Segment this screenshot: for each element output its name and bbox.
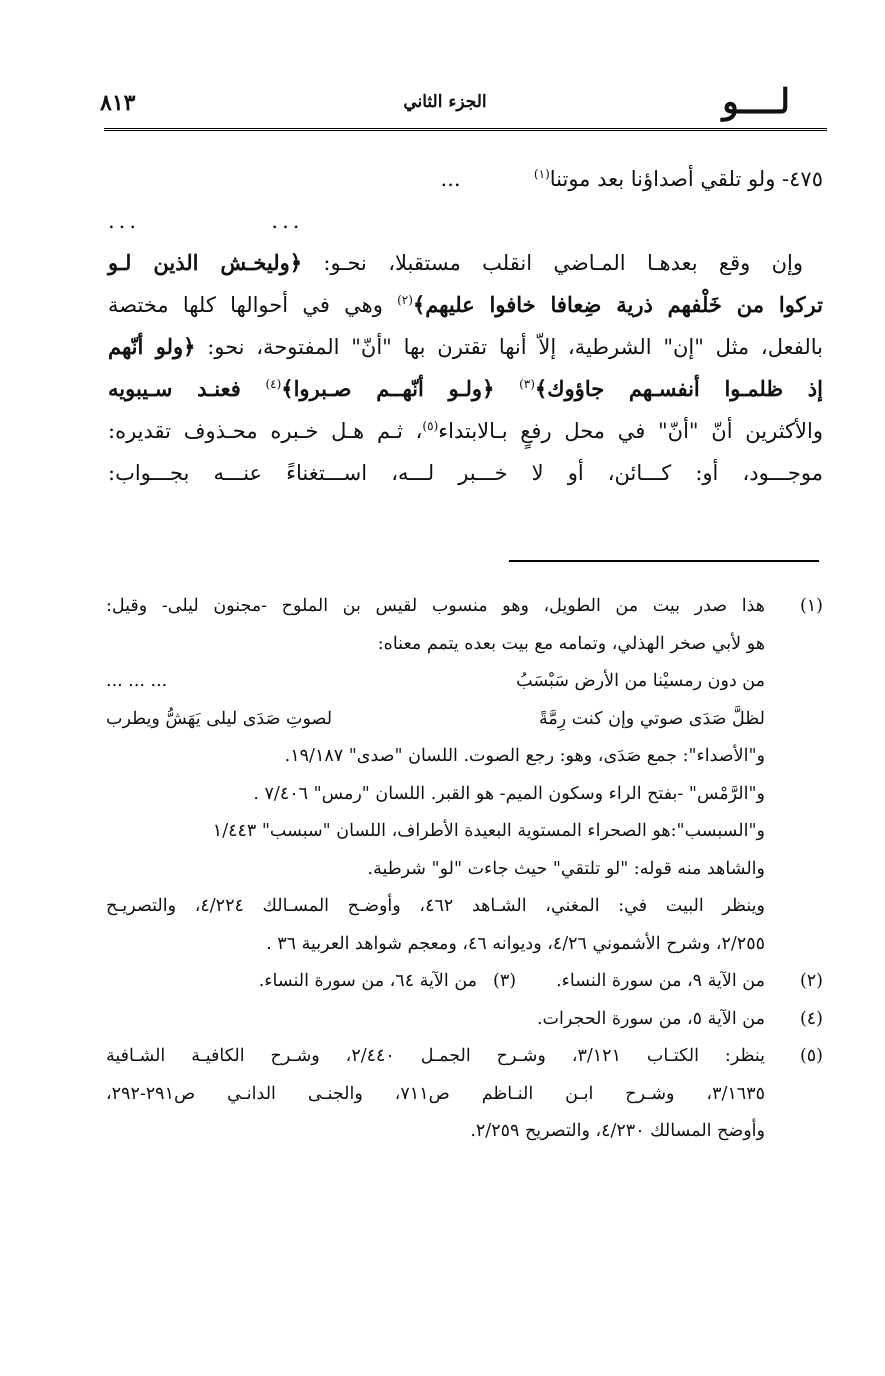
poem-hemistich: لصوتِ صَدَى ليلى يَهَشُّ ويطرب: [106, 708, 333, 729]
verse-dots: ...: [440, 167, 461, 191]
poem-hemistich: من دون رمسيْنا من الأرض سَبْسَبُ: [516, 671, 765, 691]
volume-label: الجزء الثاني: [403, 92, 487, 112]
footnote-ref: (٥): [422, 419, 439, 433]
footnote-line: ينظر: الكتـاب ٣/١٢١، وشـرح الجمـل ٢/٤٤٠، وشـرح الكافيـة الشـافية: [106, 1046, 765, 1066]
footnote-ref: (٤): [265, 377, 282, 391]
text-run: فعنـد سـيبويه: [108, 376, 266, 401]
verse-dots: ...: [271, 209, 304, 233]
footnote-ref: (٢): [397, 293, 413, 307]
text-run: وإن وقع بعدهـا المـاضي انقلب مستقبلا، نحـو:: [302, 251, 803, 275]
header-rule: [104, 128, 827, 134]
footnote-line: و"الأصداء": جمع صَدَى، وهو: رجع الصوت. اللسان "صدى" ١٩/١٨٧.: [284, 746, 765, 766]
text-run: بالفعل، مثل "إن" الشرطية، إلاّ أنها تقترن بها "أنّ" المفتوحة، نحو:: [195, 335, 823, 359]
quran-quote: تركوا من خَلْفهم ذرية ضِعافا خافوا عليهم﴾: [412, 292, 823, 317]
verse-dots-line: [108, 200, 823, 242]
footnote-separator: [509, 560, 819, 562]
paragraph-line: [108, 368, 823, 410]
footnote-line: و"السبسب":هو الصحراء المستوية البعيدة الأطراف، اللسان "سبسب" ١/٤٤٣: [212, 821, 765, 841]
footnote-ref: (١): [533, 167, 550, 181]
footnote-line: والشاهد منه قوله: "لو تلتقي" حيث جاءت "لو" شرطية.: [367, 858, 765, 879]
quran-quote: ﴿وليخـش الذين لـو: [108, 250, 303, 275]
footnote-ref: (٣): [519, 377, 535, 391]
verse-dots: ...: [108, 209, 141, 233]
paragraph-line: موجـــود، أو: كـــائن، أو لا خـــبر لـــه، اســـتغناءً عنـــه بجـــواب:: [108, 461, 823, 485]
poem-hemistich: ... ... ...: [106, 671, 168, 691]
footnote-number: (٣): [493, 971, 517, 991]
main-text: [108, 158, 823, 494]
footnote-number: (٥): [799, 1046, 823, 1066]
footnote-line: و"الرَّمْس" -بفتح الراء وسكون الميم- هو القبر. اللسان "رمس" ٧/٤٠٦ .: [253, 783, 765, 804]
paragraph-line: [108, 326, 823, 368]
footnote-body: [106, 1038, 765, 1151]
paragraph-line: [108, 410, 823, 452]
footnote-line: من الآية ٩، من سورة النساء.: [556, 971, 765, 991]
page-number: ٨١٣: [100, 90, 136, 116]
footnote-body: [106, 1001, 765, 1039]
paragraph-line: [108, 242, 823, 284]
footnote-body: [106, 963, 765, 1001]
footnote-body: [106, 588, 765, 963]
verse-text: ولو تلقي أصداؤنا بعد موتنا: [549, 167, 776, 191]
footnote-line: ٢/٢٥٥، وشرح الأشموني ٤/٢٦، وديوانه ٤٦، ومعجم شواهد العربية ٣٦ .: [266, 933, 765, 954]
footnote-4: [106, 1001, 823, 1039]
footnote-5: [106, 1038, 823, 1151]
footnote-1: [106, 588, 823, 963]
footnote-line: هو لأبي صخر الهذلي، وتمامه مع بيت بعده يتمم معناه:: [377, 633, 765, 654]
running-title: لــــو: [722, 82, 790, 122]
poem-hemistich: لظلَّ صَدَى صوتي وإن كنت رِمَّةً: [538, 708, 765, 729]
poem-line: [106, 701, 765, 739]
paragraph-line: [108, 284, 823, 326]
text-run: والأكثرين أنّ "أنّ" في محل رفعٍ بـالابتداء: [438, 419, 823, 443]
footnote-line: من الآية ٥، من سورة الحجرات.: [536, 1008, 765, 1029]
footnote-line: وينظر البيت في: المغني، الشـاهد ٤٦٢، وأوضـح المسـالك ٤/٢٢٤، والتصريـح: [106, 896, 765, 916]
text-run: وهي في أحوالها كلها مختصة: [108, 293, 398, 317]
verse-line: [108, 158, 823, 200]
page-header: [100, 82, 790, 122]
text-run: ، ثـم هـل خـبره محـذوف تقديره:: [108, 419, 423, 443]
poem-line: [106, 663, 765, 701]
footnote-number: (٢): [799, 971, 823, 991]
footnote-number: (٤): [799, 1008, 823, 1029]
footnote-number: (١): [799, 596, 823, 616]
footnote-line: ٣/١٦٣٥، وشـرح ابـن النـاظم ص٧١١، والجنـى الدانـي ص٢٩١-٢٩٢،: [106, 1083, 765, 1104]
footnote-2-3: [106, 963, 823, 1001]
footnotes: [106, 588, 823, 1151]
quran-quote: ﴿ولـو أنّهــم صـبروا﴾: [281, 376, 520, 401]
verse-number: ٤٧٥-: [782, 167, 823, 191]
quran-quote: إذ ظلمـوا أنفسـهم جاؤوك﴾: [534, 376, 823, 401]
footnote-line: من الآية ٦٤، من سورة النساء.: [258, 971, 478, 991]
footnote-line: وأوضح المسالك ٤/٢٣٠، والتصريح ٢/٢٥٩.: [470, 1121, 765, 1141]
footnote-line: هذا صدر بيت من الطويل، وهو منسوب لقيس بن الملوح -مجنون ليلى- وقيل:: [106, 596, 765, 616]
quran-quote: ﴿ولو أنّهم: [108, 334, 196, 359]
